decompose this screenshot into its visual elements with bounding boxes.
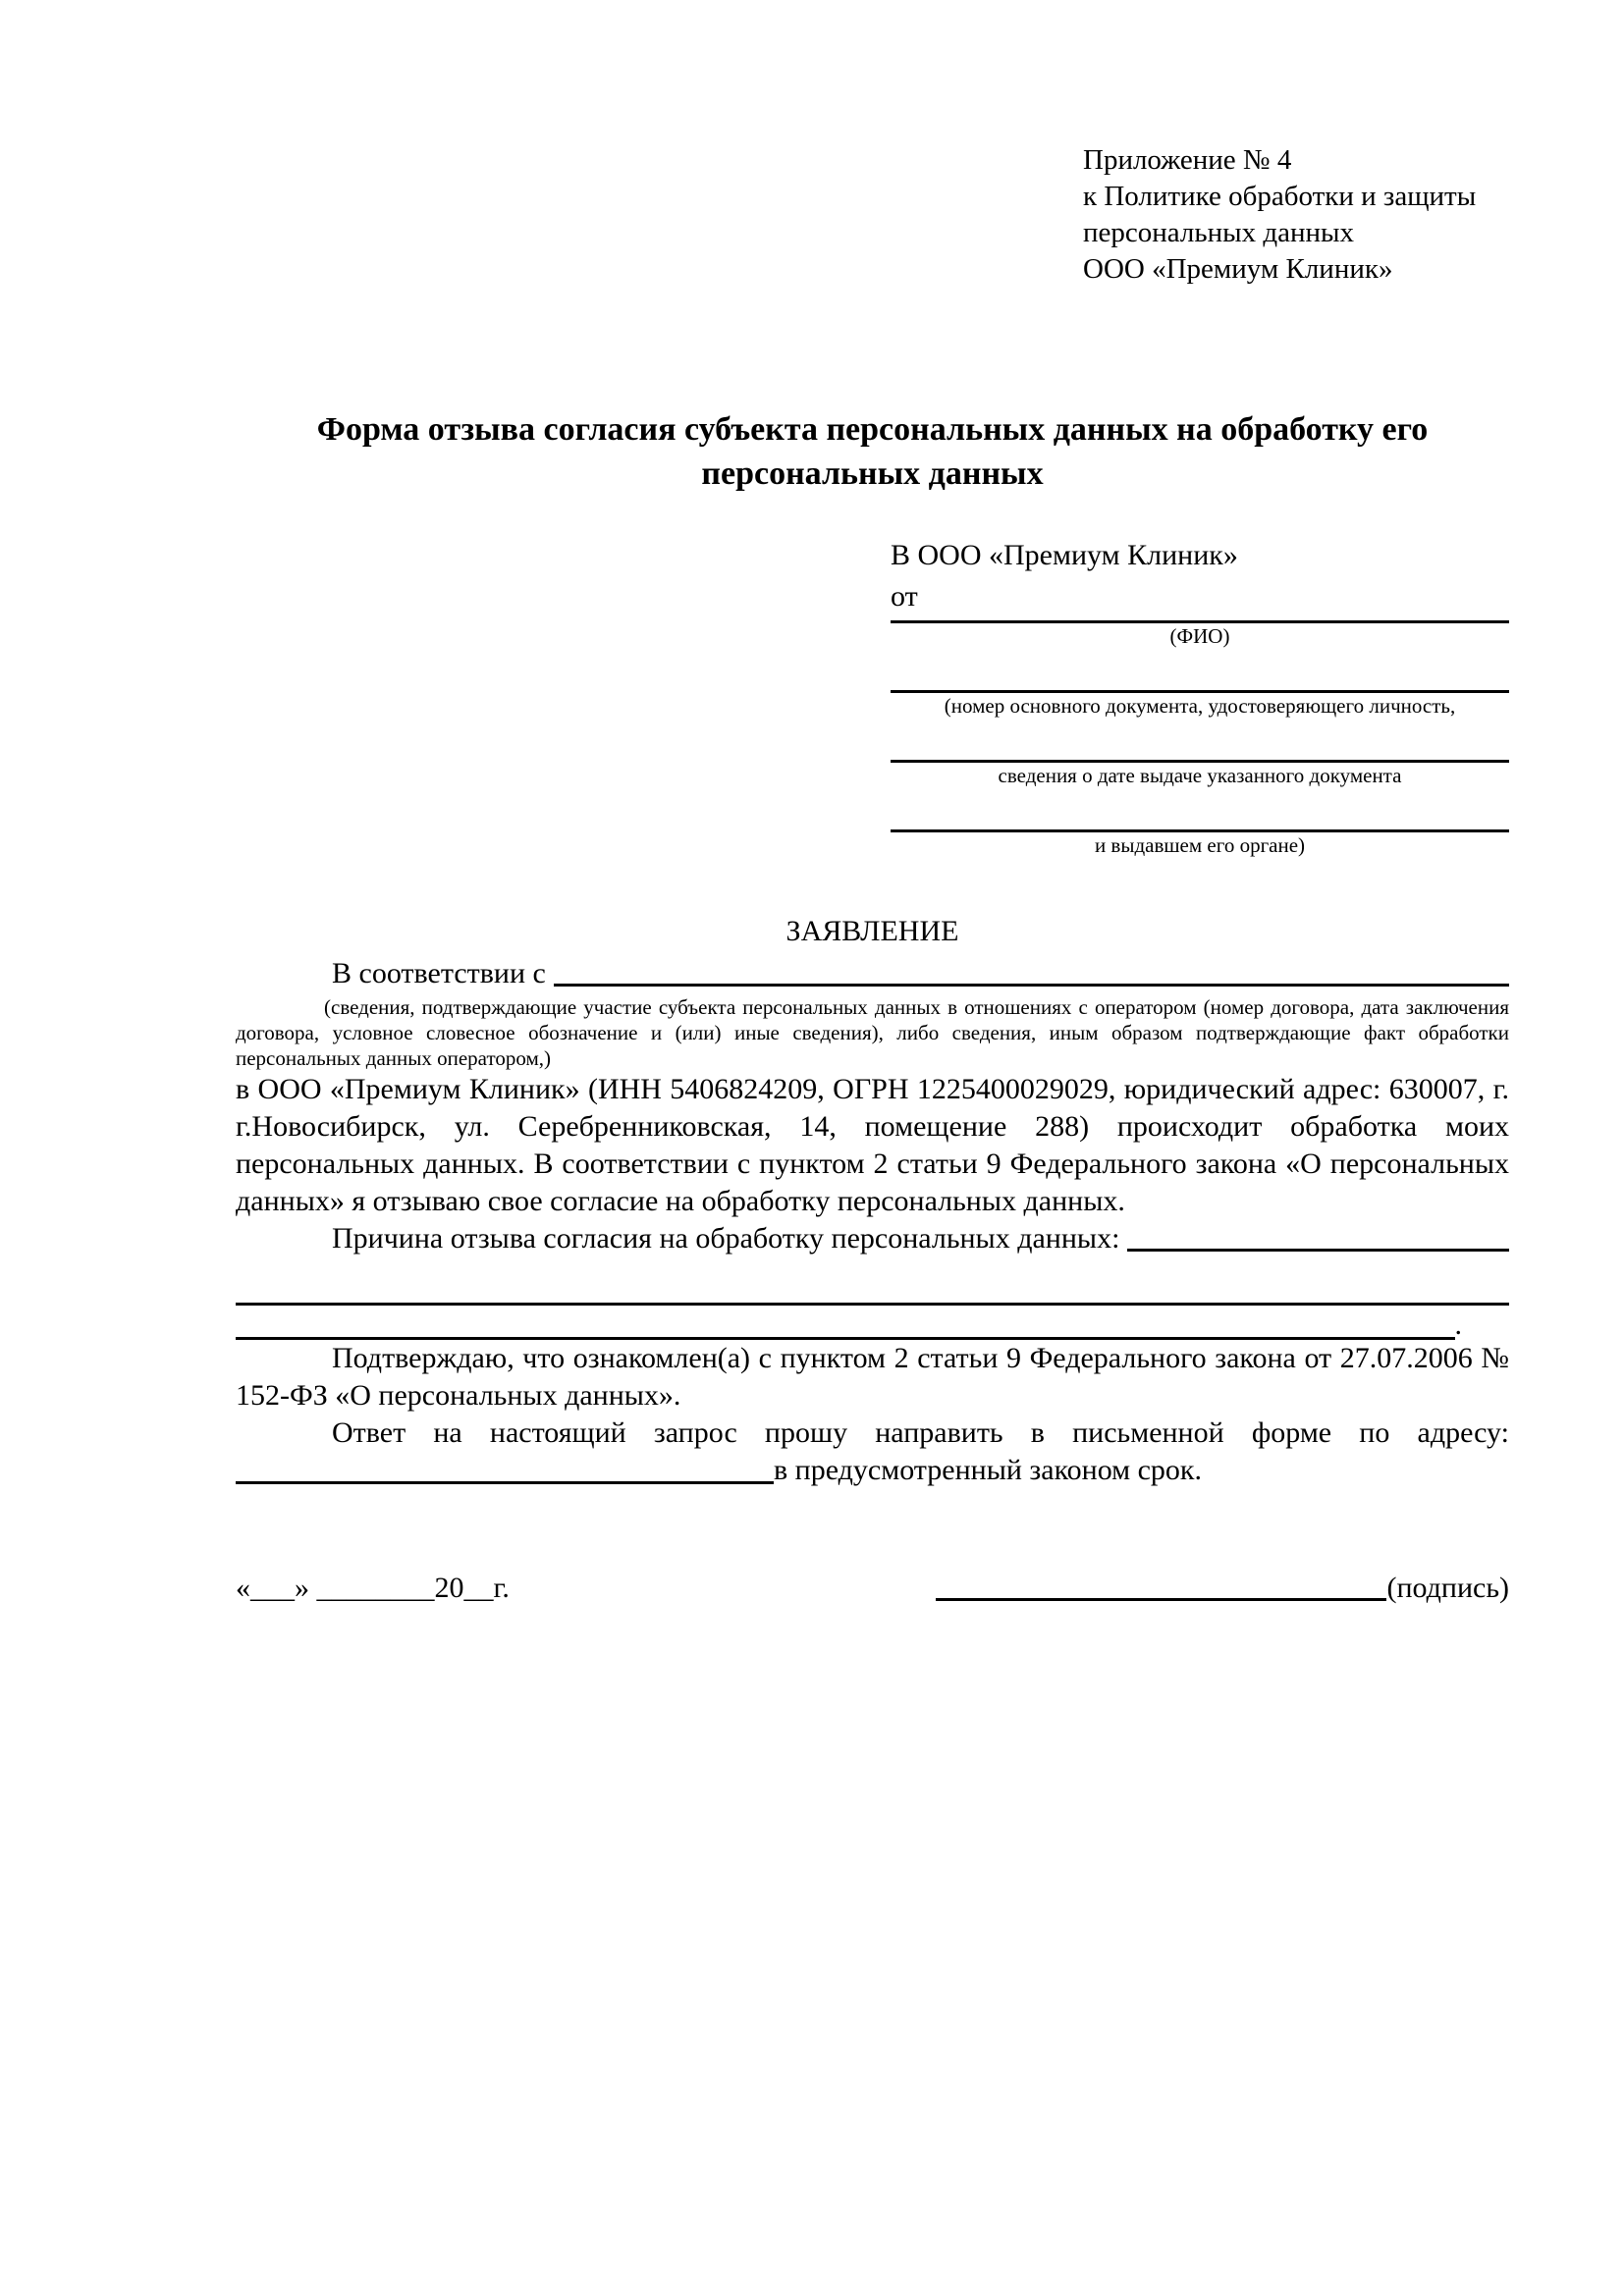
appendix-line: Приложение № 4 [1083,144,1292,176]
reply-paragraph: Ответ на настоящий запрос прошу направить в письменной форме по адресу: [332,1416,1509,1449]
reason-extra-blank-line-2 [236,1306,1509,1340]
form-title: Форма отзыва согласия субъекта персональных данных на обработку его персональных данных [316,411,1429,492]
signature-caption: (подпись) [1386,1572,1509,1604]
reply-address-blank-line [236,1481,774,1484]
reply-address-row [236,1452,1509,1489]
addressee-from-label: от [891,580,918,613]
doc-date-caption: сведения о дате выдаче указанного документа [998,764,1402,787]
fio-caption: (ФИО) [1169,624,1230,648]
signature-group [928,1570,1509,1607]
confirm-paragraph: Подтверждаю, что ознакомлен(а) с пунктом 2 статьи 9 Федерального закона от 27.07.2006 № 152-ФЗ «О персональных данных». [236,1342,1509,1412]
appendix-line: персональных данных [1083,217,1355,248]
appendix-block [1083,142,1509,288]
body-paragraph: в ООО «Премиум Клиник» (ИНН 5406824209, ОГРН 1225400029029, юридический адрес: 630007, г. г.Новосибирск, ул. Серебренниковская, 14, помещение 288) происходит обработка моих персональных данных. В соответствии с пунктом 2 статьи 9 Федерального закона «О персональных данных» я отзываю свое согласие на обработку персональных данных. [236,1073,1509,1217]
reason-row [236,1220,1509,1257]
signature-blank-line [936,1598,1386,1601]
appendix-line: к Политике обработки и защиты [1083,181,1477,212]
sentence-period: . [1454,1308,1462,1341]
reason-extra-blank-line-1 [236,1257,1509,1306]
date-blank-line: «___» ________20__г. [236,1572,510,1604]
doc-number-caption: (номер основного документа, удостоверяющего личность, [944,694,1456,718]
fine-print-note: (сведения, подтверждающие участие субъекта персональных данных в отношениях с оператором (номер договора, дата заключения договора, условное словесное обозначение и (или) иные сведения), либо сведения, иным образом подтверждающие факт обработки персональных данных оператором,) [236,995,1509,1070]
statement-heading: ЗАЯВЛЕНИЕ [785,915,959,947]
accordance-blank-line [554,984,1509,987]
footer-row [236,1570,1509,1607]
reason-blank-line [1127,1249,1509,1252]
accordance-prefix: В соответствии с [332,957,546,989]
doc-issuer-caption: и выдавшем его органе) [1094,833,1306,857]
accordance-row [236,955,1509,992]
reason-label: Причина отзыва согласия на обработку персональных данных: [332,1222,1120,1255]
addressee-to: В ООО «Премиум Клиник» [891,539,1238,571]
reply-suffix: в предусмотренный законом срок. [774,1454,1202,1486]
appendix-line: ООО «Премиум Клиник» [1083,253,1393,285]
addressee-block [891,535,1509,858]
